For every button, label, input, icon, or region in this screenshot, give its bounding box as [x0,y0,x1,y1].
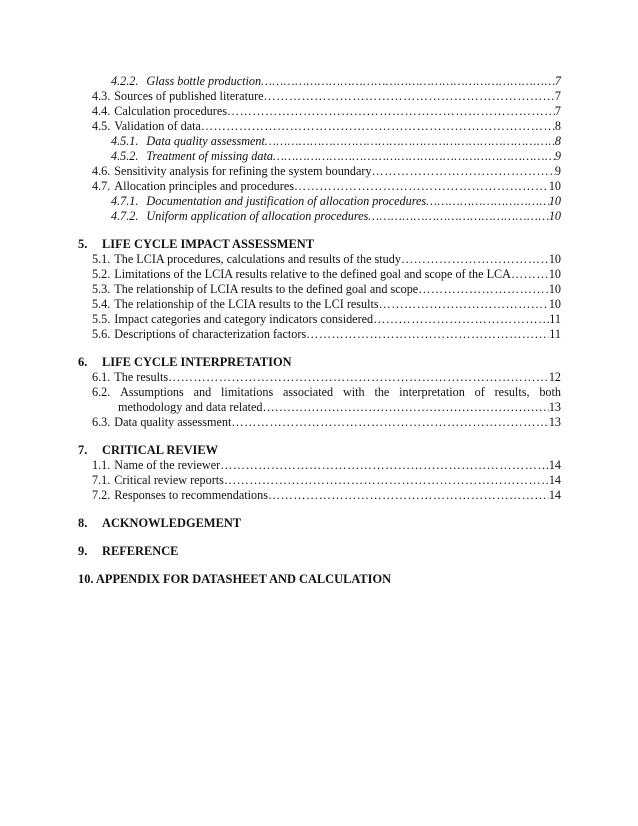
section-title: CRITICAL REVIEW [102,443,219,457]
section-title: APPENDIX FOR DATASHEET AND CALCULATION [95,572,392,586]
entry-title: Responses to recommendations [114,488,268,502]
entry-number: 7.1. [92,473,111,487]
dot-leader [168,370,549,385]
entry-number: 5.2. [92,267,111,281]
toc-entry-4-7-2 [111,209,561,224]
entry-word: results, [494,385,530,399]
dot-leader [511,267,549,282]
entry-page: 7 [554,104,561,118]
entry-page: 10 [548,179,561,193]
entry-number: 4.7. [92,179,111,193]
entry-page: 7 [554,74,561,88]
dot-leader [273,149,555,164]
entry-page: 10 [548,209,561,223]
toc-entry-4-4 [92,104,561,119]
dot-leader [264,89,555,104]
entry-word: limitations [221,385,274,399]
toc-entry-5-6 [92,327,561,342]
entry-page: 14 [548,488,561,502]
entry-page: 10 [548,252,561,266]
section-number: 7. [78,443,88,457]
entry-number: 6.3. [92,415,111,429]
toc-entry-4-7 [92,179,561,194]
entry-title-continued: methodology and data related [118,400,263,414]
entry-word: Assumptions [120,385,184,399]
entry-number: 5.1. [92,252,111,266]
dot-leader [227,104,555,119]
entry-word: and [193,385,212,399]
entry-title: Sensitivity analysis for refining the system boundary [114,164,372,178]
entry-title-line-1 [92,385,561,400]
entry-title: Data quality assessment [114,415,232,429]
section-number: 6. [78,355,88,369]
entry-title: Name of the reviewer [114,458,221,472]
entry-title: Limitations of the LCIA results relative to the defined goal and scope of the LCA [114,267,511,281]
entry-number: 6.2. [92,385,111,399]
entry-title: Critical review reports [114,473,224,487]
toc-entry-5-1 [92,252,561,267]
entry-word: both [539,385,561,399]
entry-title: Documentation and justification of allocation procedures [146,194,427,208]
entry-title-line-2 [92,400,561,415]
toc-entry-4-7-1 [111,194,561,209]
toc-entry-5-4 [92,297,561,312]
entry-page: 7 [554,89,561,103]
dot-leader [368,209,549,224]
dot-leader [268,488,549,503]
entry-word: interpretation [399,385,465,399]
dot-leader [263,400,549,415]
entry-title: Descriptions of characterization factors [114,327,307,341]
entry-title: The relationship of the LCIA results to the LCI results [114,297,379,311]
toc-entry-4-2-2 [111,74,561,89]
entry-number: 1.1. [92,458,111,472]
section-heading-8 [78,516,241,531]
section-heading-9 [78,544,178,559]
entry-title: Impact categories and category indicators considered [114,312,374,326]
dot-leader [261,74,555,89]
entry-page: 13 [548,400,561,414]
toc-entry-5-5 [92,312,561,327]
entry-number: 4.4. [92,104,111,118]
entry-title: The LCIA procedures, calculations and results of the study [114,252,401,266]
entry-title: Glass bottle production [146,74,262,88]
dot-leader [306,327,549,342]
toc-entry-7-1 [92,473,561,488]
dot-leader [373,312,549,327]
dot-leader [401,252,549,267]
entry-number: 5.5. [92,312,111,326]
entry-title: The results [114,370,169,384]
dot-leader [379,297,549,312]
section-heading-7 [78,443,218,458]
section-number: 10. [78,572,94,586]
entry-page: 8 [554,134,561,148]
section-title: ACKNOWLEDGEMENT [102,516,242,530]
dot-leader [265,134,555,149]
entry-page: 9 [554,149,561,163]
toc-entry-4-5 [92,119,561,134]
section-heading-10 [78,572,391,587]
dot-leader [231,415,548,430]
toc-entry-5-3 [92,282,561,297]
entry-page: 11 [549,312,561,326]
entry-number: 5.6. [92,327,111,341]
dot-leader [224,473,549,488]
entry-number: 4.3. [92,89,111,103]
entry-number: 5.4. [92,297,111,311]
dot-leader [220,458,549,473]
entry-page: 10 [548,282,561,296]
entry-word: the [374,385,390,399]
toc-entry-6-3 [92,415,561,430]
entry-title: Uniform application of allocation procedures [146,209,369,223]
section-number: 8. [78,516,88,530]
section-title: LIFE CYCLE IMPACT ASSESSMENT [102,237,314,251]
entry-page: 11 [549,327,561,341]
entry-number: 6.1. [92,370,111,384]
toc-entry-4-6 [92,164,561,179]
entry-number: 4.2.2. [111,74,139,88]
entry-page: 10 [548,194,561,208]
toc-entry-6-2 [92,385,561,415]
toc-entry-4-5-1 [111,134,561,149]
entry-page: 8 [554,119,561,133]
section-heading-5 [78,237,314,252]
entry-number: 4.5.1. [111,134,139,148]
section-title: LIFE CYCLE INTERPRETATION [102,355,292,369]
entry-page: 12 [548,370,561,384]
toc-entry-7-0 [92,458,561,473]
toc-entry-6-1 [92,370,561,385]
dot-leader [372,164,555,179]
entry-number: 7.2. [92,488,111,502]
entry-page: 10 [548,297,561,311]
entry-number: 4.5. [92,119,111,133]
entry-page: 13 [548,415,561,429]
section-title: REFERENCE [102,544,179,558]
dot-leader [418,282,549,297]
section-heading-6 [78,355,292,370]
section-number: 9. [78,544,88,558]
entry-word: with [342,385,365,399]
entry-title: The relationship of LCIA results to the defined goal and scope [114,282,419,296]
entry-number: 4.7.2. [111,209,139,223]
entry-title: Allocation principles and procedures [114,179,294,193]
entry-word: of [474,385,485,399]
entry-title: Treatment of missing data [146,149,273,163]
entry-number: 4.6. [92,164,111,178]
entry-title: Calculation procedures [114,104,227,118]
dot-leader [201,119,555,134]
entry-page: 14 [548,458,561,472]
toc-entry-5-2 [92,267,561,282]
entry-title: Validation of data [114,119,201,133]
entry-page: 10 [548,267,561,281]
toc-entry-4-5-2 [111,149,561,164]
dot-leader [294,179,549,194]
entry-number: 5.3. [92,282,111,296]
toc-entry-4-3 [92,89,561,104]
entry-page: 14 [548,473,561,487]
entry-title: Sources of published literature [114,89,264,103]
toc-entry-7-2 [92,488,561,503]
section-number: 5. [78,237,88,251]
entry-number: 4.7.1. [111,194,139,208]
entry-number: 4.5.2. [111,149,139,163]
entry-title: Data quality assessment [146,134,265,148]
entry-page: 9 [554,164,561,178]
dot-leader [426,194,549,209]
entry-word: associated [283,385,334,399]
